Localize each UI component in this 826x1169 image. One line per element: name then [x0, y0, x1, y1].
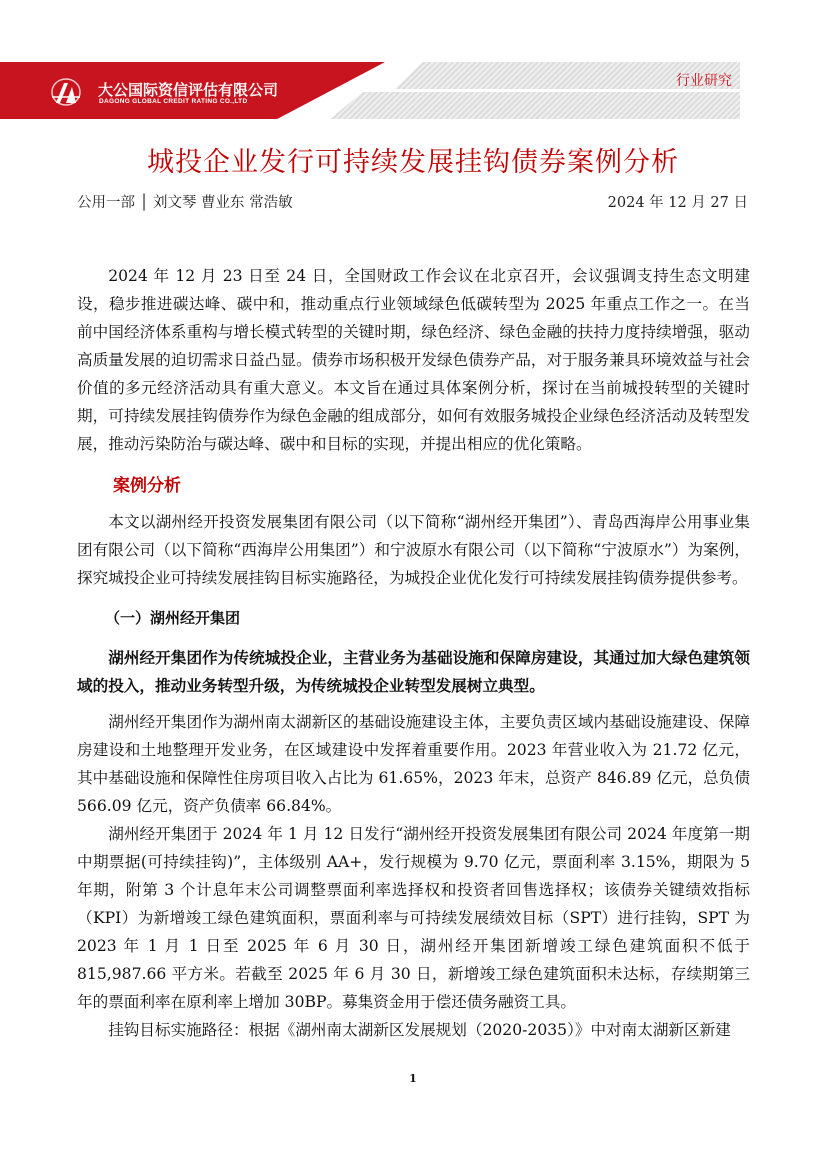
- section-intro-paragraph: 本文以湖州经开投资发展集团有限公司（以下简称“湖州经开集团”）、青岛西海岸公用事业集团有限公司（以下简称“西海岸公用集团”）和宁波原水有限公司（以下简称“宁波原水”）为案例，探究城投企业可持续发展挂钩目标实施路径，为城投企业优化发行可持续发展挂钩债券提供参考。: [77, 513, 750, 587]
- company-name-en: DAGONG GLOBAL CREDIT RATING CO.,LTD: [99, 98, 248, 105]
- summary-paragraph: 湖州经开集团作为传统城投企业，主营业务为基础设施和保障房建设，其通过加大绿色建筑领域的投入，推动业务转型升级，为传统城投企业转型发展树立典型。: [77, 649, 750, 695]
- subsection-heading: （一）湖州经开集团: [105, 609, 241, 627]
- intro-paragraph: 2024 年 12 月 23 日至 24 日，全国财政工作会议在北京召开，会议强调支持生态文明建设，稳步推进碳达峰、碳中和，推动重点行业领域绿色低碳转型为 2025 年重点工作之一。在当前中国经济体系重构与增长模式转型的关键时期，绿色经济、绿色金融的扶持力度持续增强，驱动高质量发展的迫切需求日益凸显。债券市场积极开发绿色债券产品，对于服务兼具环境效益与社会价值的多元经济活动具有重大意义。本文旨在通过具体案例分析，探讨在当前城投转型的关键时期，可持续发展挂钩债券作为绿色金融的组成部分，如何有效服务城投企业绿色经济活动及转型发展，推动污染防治与碳达峰、碳中和目标的实现，并提出相应的优化策略。: [77, 267, 750, 453]
- report-date: 2024 年 12 月 27 日: [607, 195, 748, 211]
- report-category: 行业研究: [676, 73, 732, 89]
- byline: 公用一部 │ 刘文琴 曹业东 常浩敏: [77, 195, 293, 211]
- body-paragraph: 湖州经开集团于 2024 年 1 月 12 日发行“湖州经开投资发展集团有限公司 2024 年度第一期中期票据(可持续挂钩)”，主体级别 AA+，发行规模为 9.70 亿元，票面利率 3.15%，期限为 5 年期，附第 3 个计息年末公司调整票面利率选择权和投资者回售选择权；该债券关键绩效指标（KPI）为新增竣工绿色建筑面积，票面利率与可持续发展绩效目标（SPT）进行挂钩，SPT 为 2023 年 1 月 1 日至 2025 年 6 月 30 日，湖州经开集团新增竣工绿色建筑面积不低于 815,987.66 平方米。若截至 2025 年 6 月 30 日，新增竣工绿色建筑面积未达标，存续期第三年的票面利率在原利率上增加 30BP。募集资金用于偿还债务融资工具。: [77, 825, 750, 1011]
- page-title: 城投企业发行可持续发展挂钩债券案例分析: [147, 147, 679, 178]
- body-paragraph: 湖州经开集团作为湖州南太湖新区的基础设施建设主体，主要负责区域内基础设施建设、保障房建设和土地整理开发业务，在区域建设中发挥着重要作用。2023 年营业收入为 21.72 亿元，其中基础设施和保障性住房项目收入占比为 61.65%，2023 年末，总资产 846.89 亿元，总负债 566.09 亿元，资产负债率 66.84%。: [77, 713, 750, 815]
- company-logo-icon: [32, 77, 92, 107]
- header-band-gray: [330, 92, 740, 119]
- body-paragraph: 挂钩目标实施路径：根据《湖州南太湖新区发展规划（2020-2035）》中对南太湖新区新建: [108, 1021, 731, 1039]
- page-number: 1: [409, 1072, 417, 1085]
- section-heading: 案例分析: [113, 476, 181, 496]
- document-body: [77, 262, 750, 1044]
- company-name-cn: 大公国际资信评估有限公司: [98, 81, 279, 99]
